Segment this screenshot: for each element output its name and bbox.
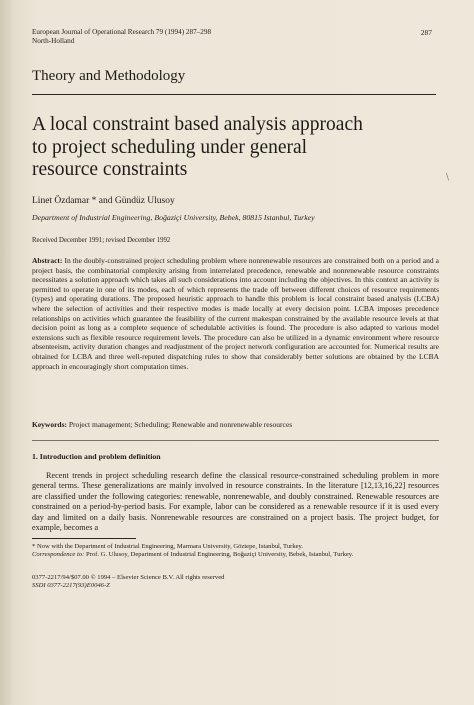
publisher: North-Holland	[32, 37, 75, 45]
section-1-heading: 1. Introduction and problem definition	[32, 452, 161, 461]
paper-title	[32, 114, 442, 182]
section-heading: Theory and Methodology	[32, 68, 186, 84]
authors: Linet Özdamar * and Gündüz Ulusoy	[32, 196, 175, 206]
footnote-1: * Now with the Department of Industrial Engineering, Marmara University, Göztepe, Istanbul, Turkey.	[32, 543, 304, 550]
footnote-rule	[32, 538, 136, 539]
journal-citation: European Journal of Operational Research 79 (1994) 287–298	[32, 28, 212, 36]
margin-mark: ∖	[444, 172, 450, 182]
journal-header	[32, 28, 211, 46]
page-number: 287	[420, 28, 432, 37]
header-rule	[32, 94, 436, 95]
footnote-2-text: Prof. G. Ulusoy, Department of Industrial Engineering, Boğaziçi University, Bebek, Istanbul, Turkey.	[84, 551, 354, 559]
keywords-text: Project management; Scheduling; Renewable and nonrenewable resources	[67, 420, 293, 429]
keywords-label: Keywords:	[32, 420, 67, 429]
copyright-line: 0377-2217/94/$07.00 © 1994 – Elsevier Science B.V. All rights reserved	[32, 574, 225, 581]
copyright	[32, 574, 224, 591]
footnote-2	[32, 551, 439, 559]
footnote-2-label: Correspondence to:	[32, 551, 85, 559]
keywords	[32, 420, 439, 430]
ssdi-line: SSDI 0377-2217(93)E0046-Z	[32, 582, 110, 590]
title-line-1: A local constraint based analysis approach	[32, 114, 363, 135]
affiliation: Department of Industrial Engineering, Boğaziçi University, Bebek, 80815 Istanbul, Turkey	[32, 213, 315, 222]
footnotes	[32, 543, 439, 560]
title-line-3: resource constraints	[32, 159, 188, 180]
title-line-2: to project scheduling under general	[32, 136, 308, 158]
keywords-rule	[32, 440, 439, 441]
section-1-text: Recent trends in project scheduling research define the classical resource-constrained scheduling problem in more general terms. These generalizations are mainly involved in resource constraints. In the literature [12,13,16,22] resources are classified under the following categories: renewable, nonrenewable, and doubly constrained. Renewable resources are constrained on a period-by-period basis. For example, labor can be considered as a renewable resource if it is used every day and limited on a daily basis. Nonrenewable resources are constrained on a project basis. The project budget, for example, becomes a	[32, 471, 439, 533]
received-dates: Received December 1991; revised December 1992	[32, 237, 171, 244]
abstract-label: Abstract:	[32, 256, 63, 265]
abstract-text: In the doubly-constrained project scheduling problem where nonrenewable resources are constrained both on a period and a project basis, the combinatorial complexity arising from interrelated precedence, renewable and nonrenewable resource constraints necessitates a solution approach which takes all such considerations into account including the objectives. In this context an activity is permitted to operate in one of its modes, each of which represents the trade off between different choices of resource requirements (types) and operating durations. The proposed heuristic approach to handle this problem is local constraint based analysis (LCBA) where the selection of activities and their respective modes is made locally at every decision point. LCBA imposes precedence relationships on activities which guarantee the feasibility of the current makespan constrained by the available resource levels at that decision point as long as a complete sequence of schedulable activities is found. The procedure is also adapted to various model extensions such as flexible resource requirement levels. The procedure can also be utilized in a dynamic environment where resource absenteeism, activity duration changes and readjustment of the project network configuration are accounted for. Numerical results are obtained for LCBA and three well-reputed dispatching rules to show that considerably better solutions are obtained by the LCBA approach in encouragingly short computation times.	[32, 256, 439, 371]
abstract	[32, 256, 439, 371]
